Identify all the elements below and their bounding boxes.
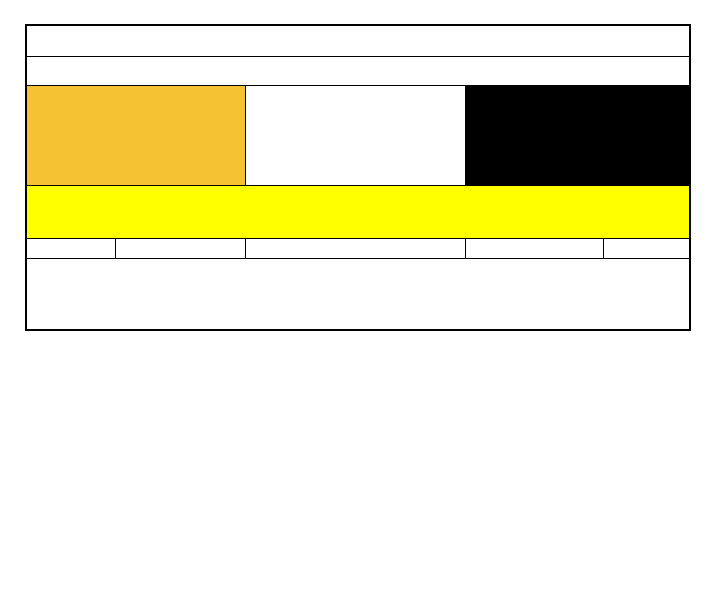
schedule-table: [25, 24, 691, 331]
schedule-title: [26, 25, 690, 57]
date-range: [26, 57, 690, 86]
b-day-header: [465, 86, 690, 186]
footer-note: [26, 259, 690, 331]
lunch-banner: [26, 186, 690, 239]
time-header: [245, 86, 465, 186]
a-day-header: [26, 86, 245, 186]
blank-cell: [465, 239, 603, 259]
blank-cell: [245, 239, 465, 259]
blank-cell: [603, 239, 690, 259]
blank-cell: [26, 239, 115, 259]
blank-row: [26, 239, 690, 259]
blank-cell: [115, 239, 245, 259]
